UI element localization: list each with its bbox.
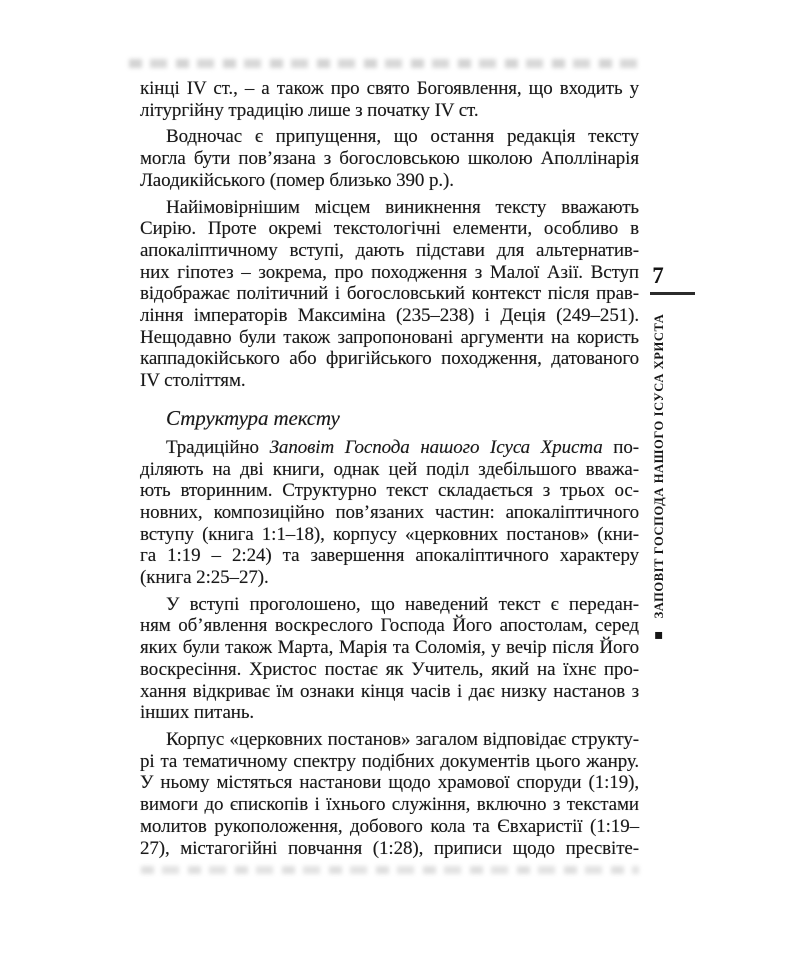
text-line: [140, 637, 639, 659]
text-segment: Водночас є припущення, що остання редакція тексту: [166, 126, 639, 148]
text-segment: ління імператорів Максиміна (235–238) і Деція (249–251).: [140, 305, 639, 327]
section-heading: [140, 406, 639, 430]
text-line: [140, 459, 639, 481]
text-segment: (книга 2:25–27).: [140, 567, 269, 589]
text-line: [140, 262, 639, 284]
text-line: [140, 545, 639, 567]
paragraph: [140, 437, 639, 589]
text-segment: вступу (книга 1:1–18), корпусу «церковних постанов» (кни-: [140, 523, 639, 545]
italic-text-segment: Заповіт Господа нашого Ісуса Христа: [269, 436, 603, 458]
running-title-bullet-icon: ▪: [654, 627, 664, 643]
text-line: [140, 100, 639, 122]
text-line: [140, 170, 639, 192]
text-line: [140, 838, 639, 860]
text-segment: діляють на дві книги, однак цей поділ здебільшого вважа-: [140, 458, 639, 480]
text-line: [140, 283, 639, 305]
text-segment: IV століттям.: [140, 370, 246, 392]
page-number: 7: [652, 263, 664, 288]
text-line: [140, 702, 639, 724]
text-line: [140, 126, 639, 148]
text-segment: молитов рукоположення, добового кола та Євхаристії (1:19–: [140, 815, 639, 837]
text-segment: хання відкриває їм ознаки кінця часів і дає низку настанов з: [140, 680, 639, 702]
text-segment: воскресіння. Христос постає як Учитель, який на їхнє про-: [140, 658, 639, 680]
text-line: [140, 305, 639, 327]
paragraph: [140, 126, 639, 191]
text-segment: них гіпотез – зокрема, про походження з Малої Азії. Вступ: [140, 261, 639, 283]
italic-text-segment: Структура тексту: [166, 405, 340, 430]
text-segment: Традиційно: [166, 436, 270, 458]
paragraph: [140, 729, 639, 859]
paragraph: [140, 197, 639, 392]
text-line: [140, 729, 639, 751]
text-line: [140, 594, 639, 616]
text-line: [140, 197, 639, 219]
text-line: [140, 502, 639, 524]
text-line: [140, 78, 639, 100]
text-line: [140, 567, 639, 589]
text-segment: ням об’явлення воскреслого Господа Його апостолам, серед: [140, 615, 639, 637]
text-line: [140, 794, 639, 816]
text-line: [140, 615, 639, 637]
text-line: [140, 751, 639, 773]
text-line: [140, 148, 639, 170]
text-segment: У ньому містяться настанови щодо храмової споруди (1:19),: [140, 772, 639, 794]
paragraph: [140, 594, 639, 724]
text-segment: ють вторинним. Структурно текст складається з трьох ос-: [140, 480, 639, 502]
text-segment: яких були також Марта, Марія та Соломія, у вечір після Його: [140, 637, 639, 659]
text-segment: кінці IV ст., – а також про свято Богоявлення, що входить у: [140, 78, 639, 99]
text-segment: інших питань.: [140, 702, 255, 724]
text-line: [140, 524, 639, 546]
scan-artifact-top: [129, 59, 639, 68]
text-segment: апокаліптичному вступі, дають підстави для альтернатив-: [140, 239, 639, 261]
text-segment: Лаодикійського (помер близько 390 р.).: [140, 169, 454, 191]
text-segment: Сирію. Проте окремі текстологічні елементи, особливо в: [140, 218, 639, 240]
text-segment: Найімовірнішим місцем виникнення тексту вважають: [166, 196, 639, 218]
text-line: [140, 240, 639, 262]
page-body-text: [140, 78, 639, 859]
text-segment: відображає політичний і богословський контекст після прав-: [140, 283, 639, 305]
text-line: [140, 218, 639, 240]
text-segment: 27), містагогійні повчання (1:28), приписи щодо пресвіте-: [140, 837, 639, 859]
text-line: [140, 816, 639, 838]
text-segment: У вступі проголошено, що наведений текст є передан-: [166, 593, 639, 615]
text-segment: по-: [602, 436, 639, 458]
text-line: [140, 437, 639, 459]
text-segment: могла бути пов’язана з богословською школою Аполлінарія: [140, 148, 639, 170]
text-segment: вимоги до єпископів і їхнього служіння, включно з текстами: [140, 794, 639, 816]
text-line: [140, 772, 639, 794]
paragraph: [140, 78, 639, 121]
text-line: [140, 370, 639, 392]
text-segment: літургійну традицію лише з початку IV ст.: [140, 99, 479, 121]
text-segment: Корпус «церковних постанов» загалом відповідає структу-: [166, 728, 639, 750]
running-title: ЗАПОВІТ ГОСПОДА НАШОГО ІСУСА ХРИСТА: [652, 313, 666, 619]
text-line: [140, 681, 639, 703]
text-segment: га 1:19 – 2:24) та завершення апокаліптичного характеру: [140, 545, 639, 567]
text-line: [140, 327, 639, 349]
text-segment: рі та тематичному спектру подібних документів цього жанру.: [140, 750, 639, 772]
text-line: [140, 659, 639, 681]
text-segment: новних, композиційно пов’язаних частин: апокаліптичного: [140, 501, 639, 523]
scan-artifact-bottom: [141, 866, 639, 874]
text-line: [140, 406, 639, 430]
text-segment: каппадокійського або фригійського походження, датованого: [140, 348, 639, 370]
sidebar-rule: [650, 292, 695, 295]
text-line: [140, 480, 639, 502]
text-segment: Нещодавно були також запропоновані аргументи на користь: [140, 326, 639, 348]
text-line: [140, 348, 639, 370]
